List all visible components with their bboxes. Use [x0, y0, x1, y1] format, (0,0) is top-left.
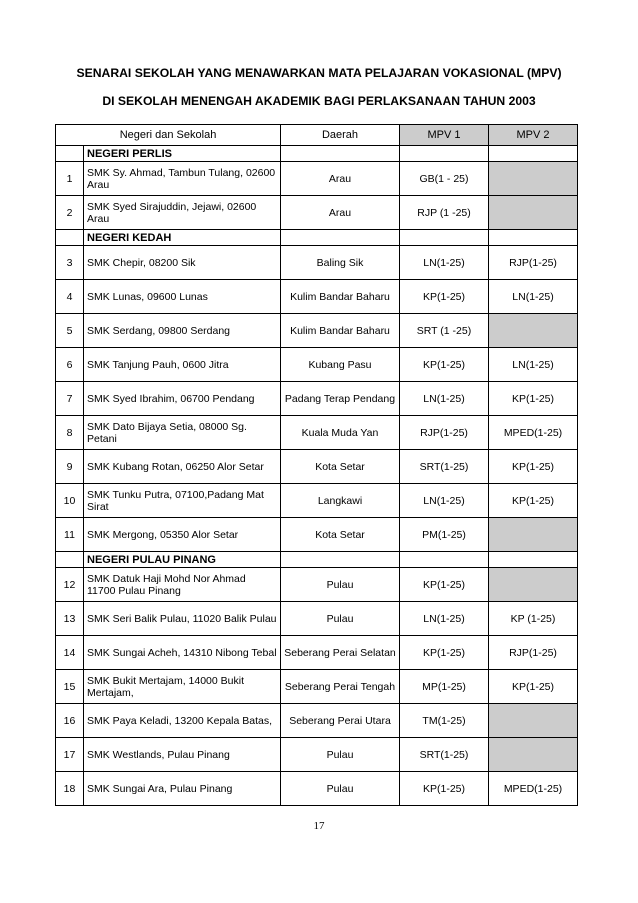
school-name: SMK Tanjung Pauh, 0600 Jitra	[84, 348, 281, 382]
table-row	[56, 314, 578, 348]
mpv2-cell: KP(1-25)	[489, 382, 578, 416]
daerah-cell: Kulim Bandar Baharu	[281, 280, 400, 314]
mpv2-cell	[489, 196, 578, 230]
mpv2-cell: MPED(1-25)	[489, 416, 578, 450]
state-row-number-cell	[56, 230, 84, 246]
table-row	[56, 416, 578, 450]
mpv2-cell	[489, 704, 578, 738]
header-mpv2: MPV 2	[489, 125, 578, 146]
state-row-number-cell	[56, 552, 84, 568]
mpv1-cell: KP(1-25)	[400, 568, 489, 602]
daerah-cell: Langkawi	[281, 484, 400, 518]
school-name: SMK Kubang Rotan, 06250 Alor Setar	[84, 450, 281, 484]
row-number: 9	[56, 450, 84, 484]
row-number: 13	[56, 602, 84, 636]
daerah-cell: Kulim Bandar Baharu	[281, 314, 400, 348]
row-number: 17	[56, 738, 84, 772]
page-number: 17	[313, 820, 325, 832]
table-row	[56, 280, 578, 314]
school-name: SMK Mergong, 05350 Alor Setar	[84, 518, 281, 552]
document-title-line2: DI SEKOLAH MENENGAH AKADEMIK BAGI PERLAKSANAAN TAHUN 2003	[102, 94, 536, 108]
mpv2-cell	[489, 518, 578, 552]
school-name: SMK Datuk Haji Mohd Nor Ahmad 11700 Pulau Pinang	[84, 568, 281, 602]
mpv1-cell: RJP (1 -25)	[400, 196, 489, 230]
school-name: SMK Syed Ibrahim, 06700 Pendang	[84, 382, 281, 416]
daerah-cell: Kubang Pasu	[281, 348, 400, 382]
mpv1-cell: SRT(1-25)	[400, 450, 489, 484]
daerah-cell: Seberang Perai Utara	[281, 704, 400, 738]
table-row	[56, 162, 578, 196]
state-row-mpv1-cell	[400, 552, 489, 568]
mpv1-cell: KP(1-25)	[400, 280, 489, 314]
table-row	[56, 196, 578, 230]
state-row-mpv2-cell	[489, 146, 578, 162]
mpv1-cell: GB(1 - 25)	[400, 162, 489, 196]
mpv2-cell: MPED(1-25)	[489, 772, 578, 806]
row-number: 16	[56, 704, 84, 738]
table-row	[56, 772, 578, 806]
daerah-cell: Seberang Perai Tengah	[281, 670, 400, 704]
daerah-cell: Kota Setar	[281, 450, 400, 484]
table-row	[56, 636, 578, 670]
row-number: 18	[56, 772, 84, 806]
state-row	[56, 552, 578, 568]
daerah-cell: Pulau	[281, 772, 400, 806]
table-row	[56, 484, 578, 518]
table-row	[56, 518, 578, 552]
daerah-cell: Pulau	[281, 568, 400, 602]
daerah-cell: Kota Setar	[281, 518, 400, 552]
mpv2-cell: RJP(1-25)	[489, 246, 578, 280]
mpv2-cell: LN(1-25)	[489, 280, 578, 314]
mpv1-cell: KP(1-25)	[400, 348, 489, 382]
mpv2-cell	[489, 568, 578, 602]
school-name: SMK Syed Sirajuddin, Jejawi, 02600 Arau	[84, 196, 281, 230]
header-daerah: Daerah	[281, 125, 400, 146]
school-name: SMK Dato Bijaya Setia, 08000 Sg. Petani	[84, 416, 281, 450]
daerah-cell: Pulau	[281, 602, 400, 636]
school-name: SMK Lunas, 09600 Lunas	[84, 280, 281, 314]
header-mpv1: MPV 1	[400, 125, 489, 146]
table-row	[56, 568, 578, 602]
row-number: 10	[56, 484, 84, 518]
state-name: NEGERI PULAU PINANG	[84, 552, 281, 568]
state-name: NEGERI PERLIS	[84, 146, 281, 162]
table-row	[56, 348, 578, 382]
row-number: 14	[56, 636, 84, 670]
mpv2-cell: KP(1-25)	[489, 484, 578, 518]
state-row-daerah-cell	[281, 552, 400, 568]
school-name: SMK Seri Balik Pulau, 11020 Balik Pulau	[84, 602, 281, 636]
table-row	[56, 704, 578, 738]
row-number: 4	[56, 280, 84, 314]
school-name: SMK Sungai Ara, Pulau Pinang	[84, 772, 281, 806]
state-name: NEGERI KEDAH	[84, 230, 281, 246]
row-number: 2	[56, 196, 84, 230]
state-row-daerah-cell	[281, 230, 400, 246]
state-row-mpv2-cell	[489, 230, 578, 246]
header-school: Negeri dan Sekolah	[56, 125, 281, 146]
mpv2-cell	[489, 162, 578, 196]
table-row	[56, 738, 578, 772]
row-number: 3	[56, 246, 84, 280]
state-row-mpv2-cell	[489, 552, 578, 568]
school-name: SMK Bukit Mertajam, 14000 Bukit Mertajam,	[84, 670, 281, 704]
table-header-row	[56, 125, 578, 146]
mpv2-cell	[489, 738, 578, 772]
table-row	[56, 670, 578, 704]
table-row	[56, 382, 578, 416]
mpv1-cell: SRT (1 -25)	[400, 314, 489, 348]
school-name: SMK Paya Keladi, 13200 Kepala Batas,	[84, 704, 281, 738]
mpv1-cell: KP(1-25)	[400, 772, 489, 806]
mpv1-cell: KP(1-25)	[400, 636, 489, 670]
mpv1-cell: PM(1-25)	[400, 518, 489, 552]
mpv1-cell: LN(1-25)	[400, 484, 489, 518]
state-row-daerah-cell	[281, 146, 400, 162]
table-row	[56, 450, 578, 484]
daerah-cell: Arau	[281, 196, 400, 230]
row-number: 7	[56, 382, 84, 416]
mpv2-cell	[489, 314, 578, 348]
daerah-cell: Padang Terap Pendang	[281, 382, 400, 416]
mpv2-cell: LN(1-25)	[489, 348, 578, 382]
mpv1-cell: SRT(1-25)	[400, 738, 489, 772]
state-row-number-cell	[56, 146, 84, 162]
mpv1-cell: RJP(1-25)	[400, 416, 489, 450]
state-row	[56, 230, 578, 246]
daerah-cell: Arau	[281, 162, 400, 196]
mpv1-cell: LN(1-25)	[400, 246, 489, 280]
daerah-cell: Pulau	[281, 738, 400, 772]
school-name: SMK Sungai Acheh, 14310 Nibong Tebal	[84, 636, 281, 670]
mpv2-cell: RJP(1-25)	[489, 636, 578, 670]
table-row	[56, 602, 578, 636]
school-name: SMK Serdang, 09800 Serdang	[84, 314, 281, 348]
daerah-cell: Baling Sik	[281, 246, 400, 280]
row-number: 15	[56, 670, 84, 704]
school-name: SMK Sy. Ahmad, Tambun Tulang, 02600 Arau	[84, 162, 281, 196]
table-body	[56, 146, 578, 806]
mpv1-cell: TM(1-25)	[400, 704, 489, 738]
school-name: SMK Chepir, 08200 Sik	[84, 246, 281, 280]
daerah-cell: Kuala Muda Yan	[281, 416, 400, 450]
mpv1-cell: LN(1-25)	[400, 602, 489, 636]
table-row	[56, 246, 578, 280]
row-number: 11	[56, 518, 84, 552]
daerah-cell: Seberang Perai Selatan	[281, 636, 400, 670]
school-name: SMK Tunku Putra, 07100,Padang Mat Sirat	[84, 484, 281, 518]
mpv2-cell: KP(1-25)	[489, 670, 578, 704]
document-title-line1: SENARAI SEKOLAH YANG MENAWARKAN MATA PELAJARAN VOKASIONAL (MPV)	[76, 66, 562, 80]
state-row	[56, 146, 578, 162]
state-row-mpv1-cell	[400, 230, 489, 246]
row-number: 5	[56, 314, 84, 348]
row-number: 12	[56, 568, 84, 602]
school-name: SMK Westlands, Pulau Pinang	[84, 738, 281, 772]
row-number: 6	[56, 348, 84, 382]
mpv2-cell: KP (1-25)	[489, 602, 578, 636]
mpv1-cell: MP(1-25)	[400, 670, 489, 704]
mpv2-cell: KP(1-25)	[489, 450, 578, 484]
row-number: 1	[56, 162, 84, 196]
row-number: 8	[56, 416, 84, 450]
state-row-mpv1-cell	[400, 146, 489, 162]
school-table	[55, 124, 578, 806]
mpv1-cell: LN(1-25)	[400, 382, 489, 416]
